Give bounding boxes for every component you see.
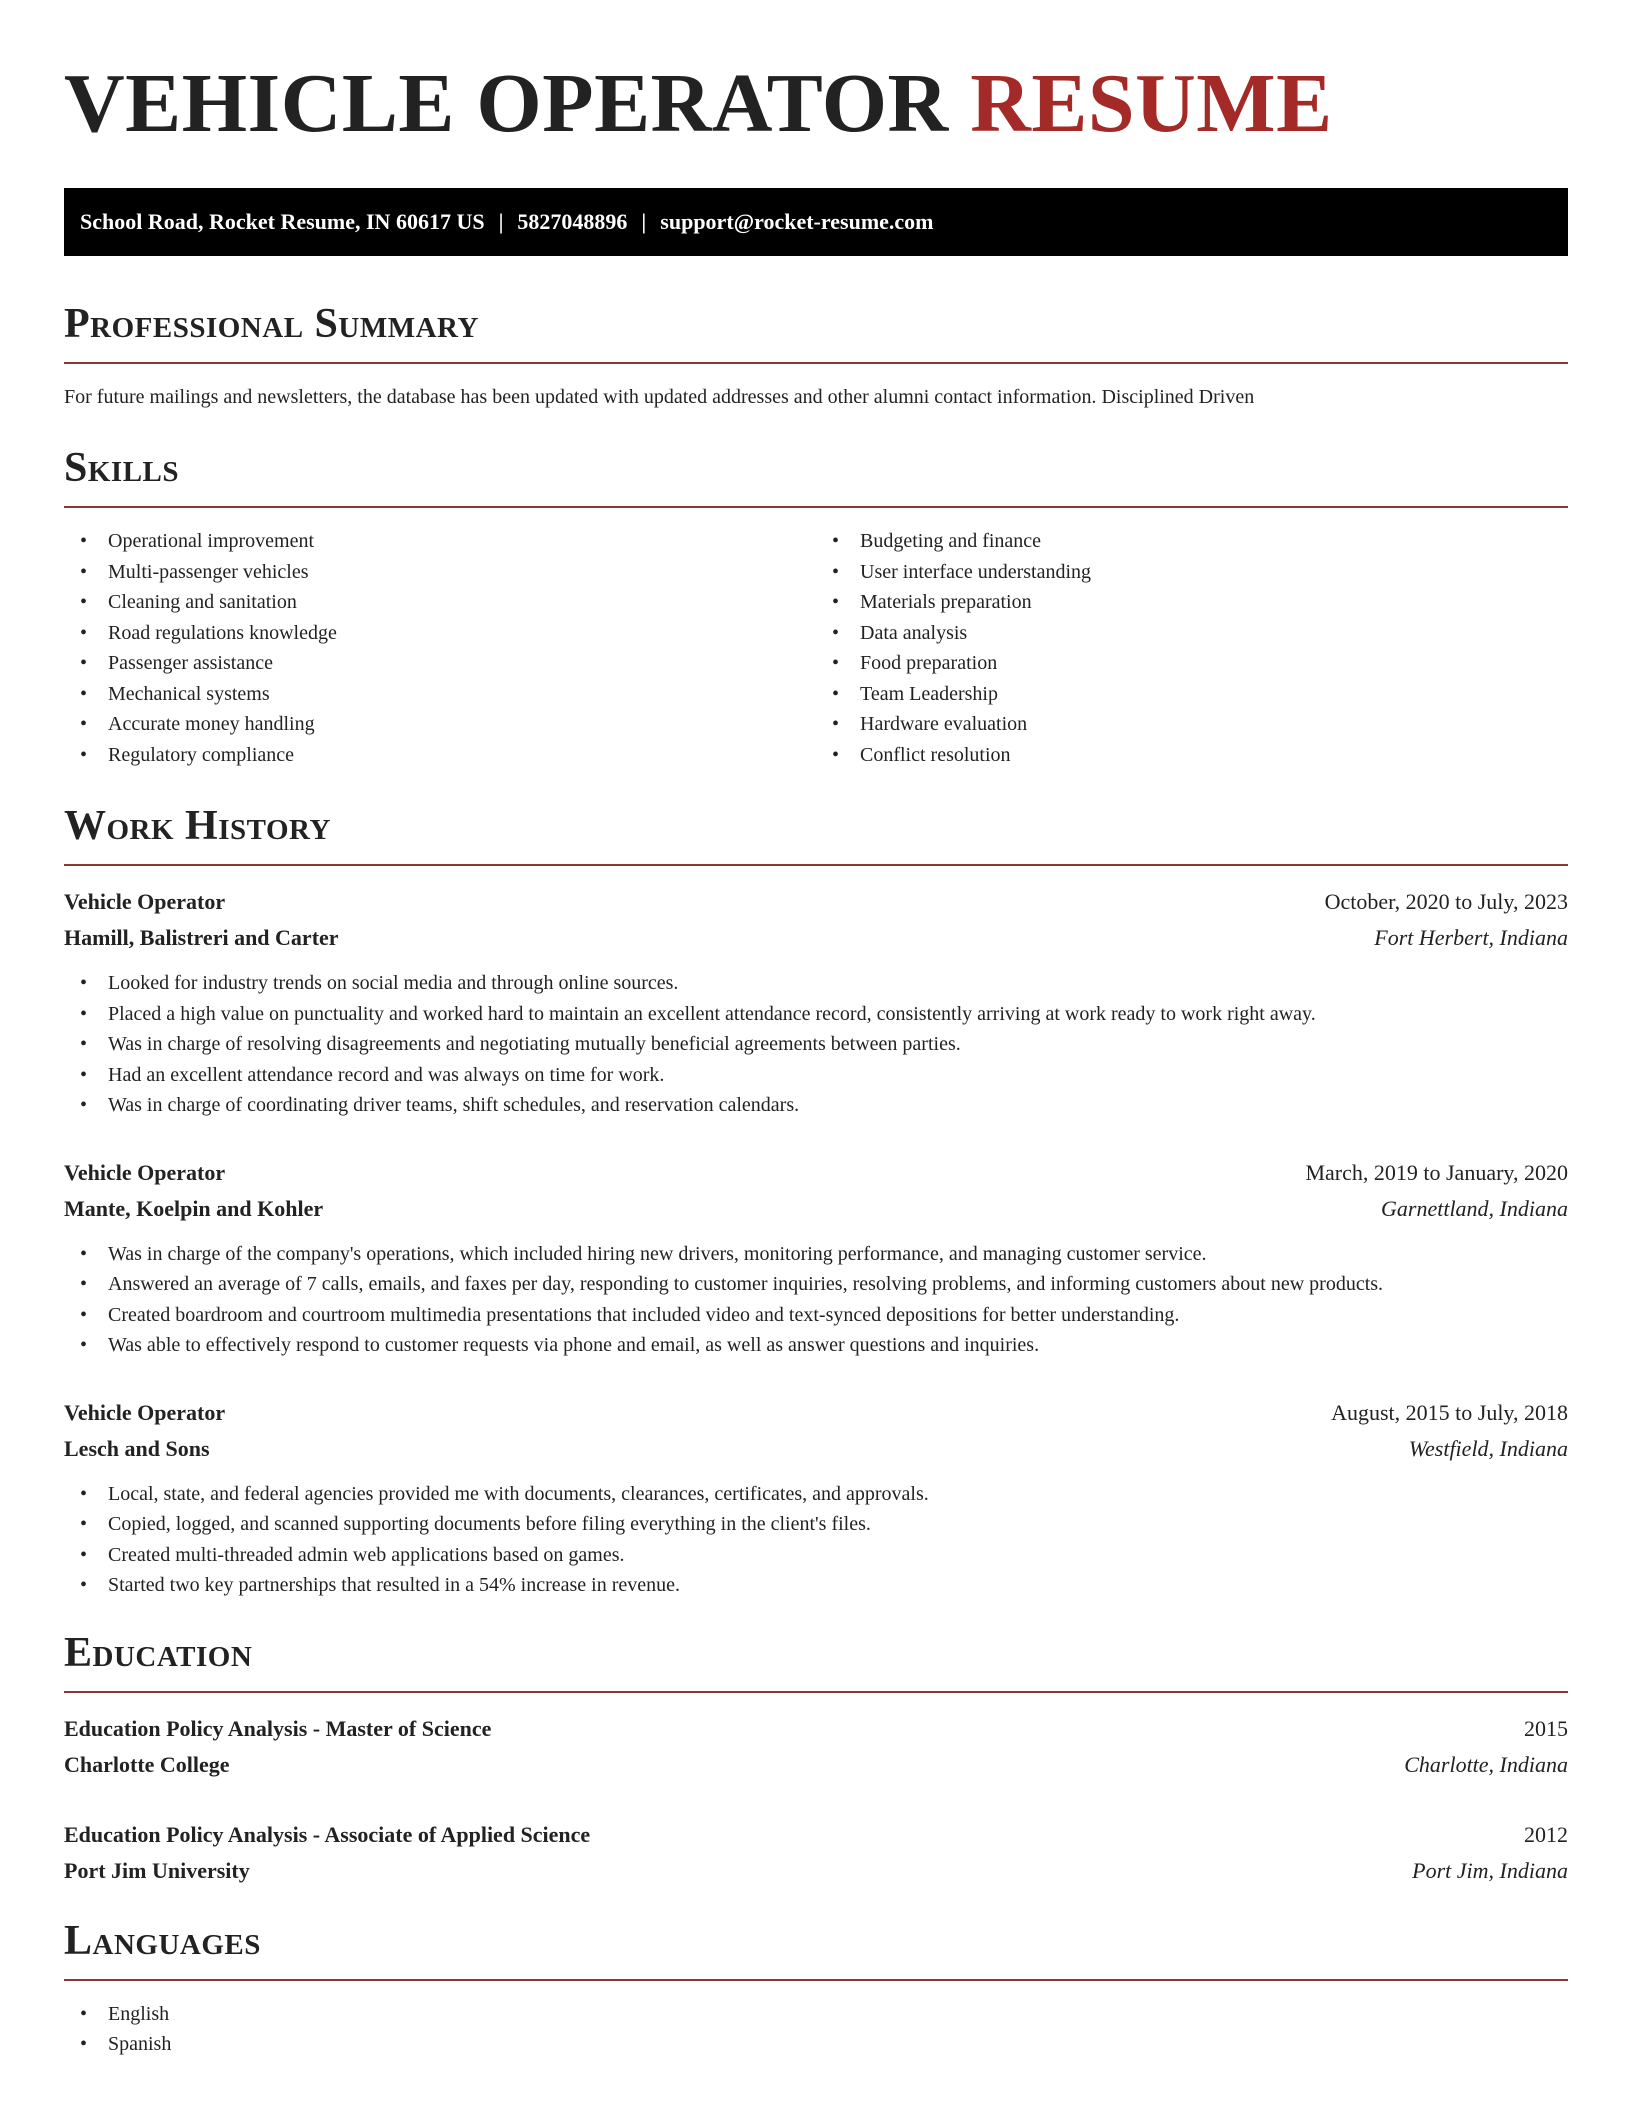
skill-item: • Hardware evaluation — [816, 709, 1568, 740]
contact-separator: | — [498, 209, 504, 234]
education-year: 2015 — [1524, 1715, 1568, 1741]
job-location: Westfield, Indiana — [1408, 1435, 1568, 1461]
skill-item: • Conflict resolution — [816, 740, 1568, 771]
language-item: • Spanish — [64, 2029, 1568, 2060]
skill-item: • Food preparation — [816, 648, 1568, 679]
education-section — [64, 1629, 1568, 1889]
job-duty: • Copied, logged, and scanned supporting documents before filing everything in the client's files. — [64, 1509, 1568, 1540]
contact-email: support@rocket-resume.com — [660, 209, 934, 234]
skills-heading: Skills — [64, 445, 180, 491]
job-entry — [64, 1395, 1568, 1601]
skills-grid — [64, 526, 1568, 770]
languages-heading: Languages — [64, 1917, 261, 1964]
job-duties — [64, 968, 1568, 1121]
language-item: • English — [64, 1999, 1568, 2030]
job-duty: • Was able to effectively respond to customer requests via phone and email, as well as answer questions and inquiries. — [64, 1330, 1568, 1361]
job-duty: • Started two key partnerships that resulted in a 54% increase in revenue. — [64, 1570, 1568, 1601]
job-duty: • Was in charge of the company's operations, which included hiring new drivers, monitoring performance, and managing customer service. — [64, 1239, 1568, 1270]
job-dates: March, 2019 to January, 2020 — [1305, 1159, 1568, 1185]
job-duty: • Looked for industry trends on social media and through online sources. — [64, 968, 1568, 999]
education-school-row — [64, 1853, 1568, 1889]
education-degree: Education Policy Analysis - Master of Science — [64, 1715, 492, 1741]
education-header-row — [64, 1711, 1568, 1747]
job-company: Hamill, Balistreri and Carter — [64, 925, 339, 950]
job-entry — [64, 884, 1568, 1121]
summary-section — [64, 300, 1568, 412]
summary-text: For future mailings and newsletters, the database has been updated with updated addresses and other alumni contact information. Disciplined Driven — [64, 386, 1255, 408]
skill-item: • Mechanical systems — [64, 679, 816, 710]
education-heading: Education — [64, 1629, 253, 1676]
languages-section — [64, 1917, 1568, 2060]
job-dates: August, 2015 to July, 2018 — [1331, 1399, 1568, 1425]
contact-phone: 5827048896 — [517, 209, 628, 234]
education-location: Charlotte, Indiana — [1404, 1751, 1568, 1777]
skills-list-left — [64, 526, 816, 770]
languages-list — [64, 1999, 1568, 2060]
job-title: Vehicle Operator — [64, 1399, 226, 1425]
section-divider — [64, 1979, 1568, 1981]
section-divider — [64, 1691, 1568, 1693]
resume-title — [64, 56, 1568, 152]
section-divider — [64, 506, 1568, 508]
education-entry — [64, 1711, 1568, 1783]
summary-heading: Professional Summary — [64, 301, 479, 347]
job-duty: • Created boardroom and courtroom multimedia presentations that included video and text-synced depositions for better understanding. — [64, 1300, 1568, 1331]
job-duties — [64, 1479, 1568, 1601]
job-company-row — [64, 1191, 1568, 1227]
job-company-row — [64, 1431, 1568, 1467]
work-history-heading: Work History — [64, 803, 331, 849]
skill-item: • Accurate money handling — [64, 709, 816, 740]
skill-item: • User interface understanding — [816, 557, 1568, 588]
contact-separator: | — [641, 209, 647, 234]
skill-item: • Materials preparation — [816, 587, 1568, 618]
job-title: Vehicle Operator — [64, 1159, 226, 1185]
education-header-row — [64, 1817, 1568, 1853]
job-duty: • Was in charge of coordinating driver teams, shift schedules, and reservation calendars. — [64, 1090, 1568, 1121]
skill-item: • Regulatory compliance — [64, 740, 816, 771]
job-company-row — [64, 920, 1568, 956]
job-header-row — [64, 1395, 1568, 1431]
job-header-row — [64, 1155, 1568, 1191]
job-header-row — [64, 884, 1568, 920]
title-accent: RESUME — [970, 57, 1333, 150]
skill-item: • Multi-passenger vehicles — [64, 557, 816, 588]
job-duty: • Answered an average of 7 calls, emails, and faxes per day, responding to customer inquiries, resolving problems, and informing customers about new products. — [64, 1269, 1568, 1300]
job-duties — [64, 1239, 1568, 1361]
job-company: Mante, Koelpin and Kohler — [64, 1195, 324, 1221]
job-duty: • Local, state, and federal agencies provided me with documents, clearances, certificates, and approvals. — [64, 1479, 1568, 1510]
skill-item: • Team Leadership — [816, 679, 1568, 710]
job-location: Fort Herbert, Indiana — [1374, 925, 1568, 950]
education-school: Charlotte College — [64, 1751, 230, 1777]
education-location: Port Jim, Indiana — [1412, 1857, 1568, 1883]
section-divider — [64, 864, 1568, 866]
skill-item: • Passenger assistance — [64, 648, 816, 679]
job-company: Lesch and Sons — [64, 1435, 210, 1461]
job-duty: • Created multi-threaded admin web applications based on games. — [64, 1540, 1568, 1571]
skill-item: • Operational improvement — [64, 526, 816, 557]
skill-item: • Cleaning and sanitation — [64, 587, 816, 618]
work-history-section — [64, 802, 1568, 1601]
skill-item: • Road regulations knowledge — [64, 618, 816, 649]
education-school-row — [64, 1747, 1568, 1783]
job-dates: October, 2020 to July, 2023 — [1324, 889, 1568, 914]
skill-item: • Data analysis — [816, 618, 1568, 649]
job-duty: • Had an excellent attendance record and was always on time for work. — [64, 1060, 1568, 1091]
education-school: Port Jim University — [64, 1857, 250, 1883]
title-main: VEHICLE OPERATOR — [64, 57, 949, 150]
section-divider — [64, 362, 1568, 364]
contact-address: School Road, Rocket Resume, IN 60617 US — [80, 209, 485, 234]
skills-section — [64, 444, 1568, 770]
skills-list-right — [816, 526, 1568, 770]
education-degree: Education Policy Analysis - Associate of Applied Science — [64, 1821, 591, 1847]
job-duty: • Was in charge of resolving disagreements and negotiating mutually beneficial agreements between parties. — [64, 1029, 1568, 1060]
education-year: 2012 — [1524, 1821, 1568, 1847]
job-duty: • Placed a high value on punctuality and worked hard to maintain an excellent attendance record, consistently arriving at work ready to work right away. — [64, 999, 1568, 1030]
job-location: Garnettland, Indiana — [1381, 1195, 1568, 1221]
skill-item: • Budgeting and finance — [816, 526, 1568, 557]
education-entry — [64, 1817, 1568, 1889]
job-entry — [64, 1155, 1568, 1361]
contact-bar — [64, 188, 1568, 256]
job-title: Vehicle Operator — [64, 889, 226, 914]
